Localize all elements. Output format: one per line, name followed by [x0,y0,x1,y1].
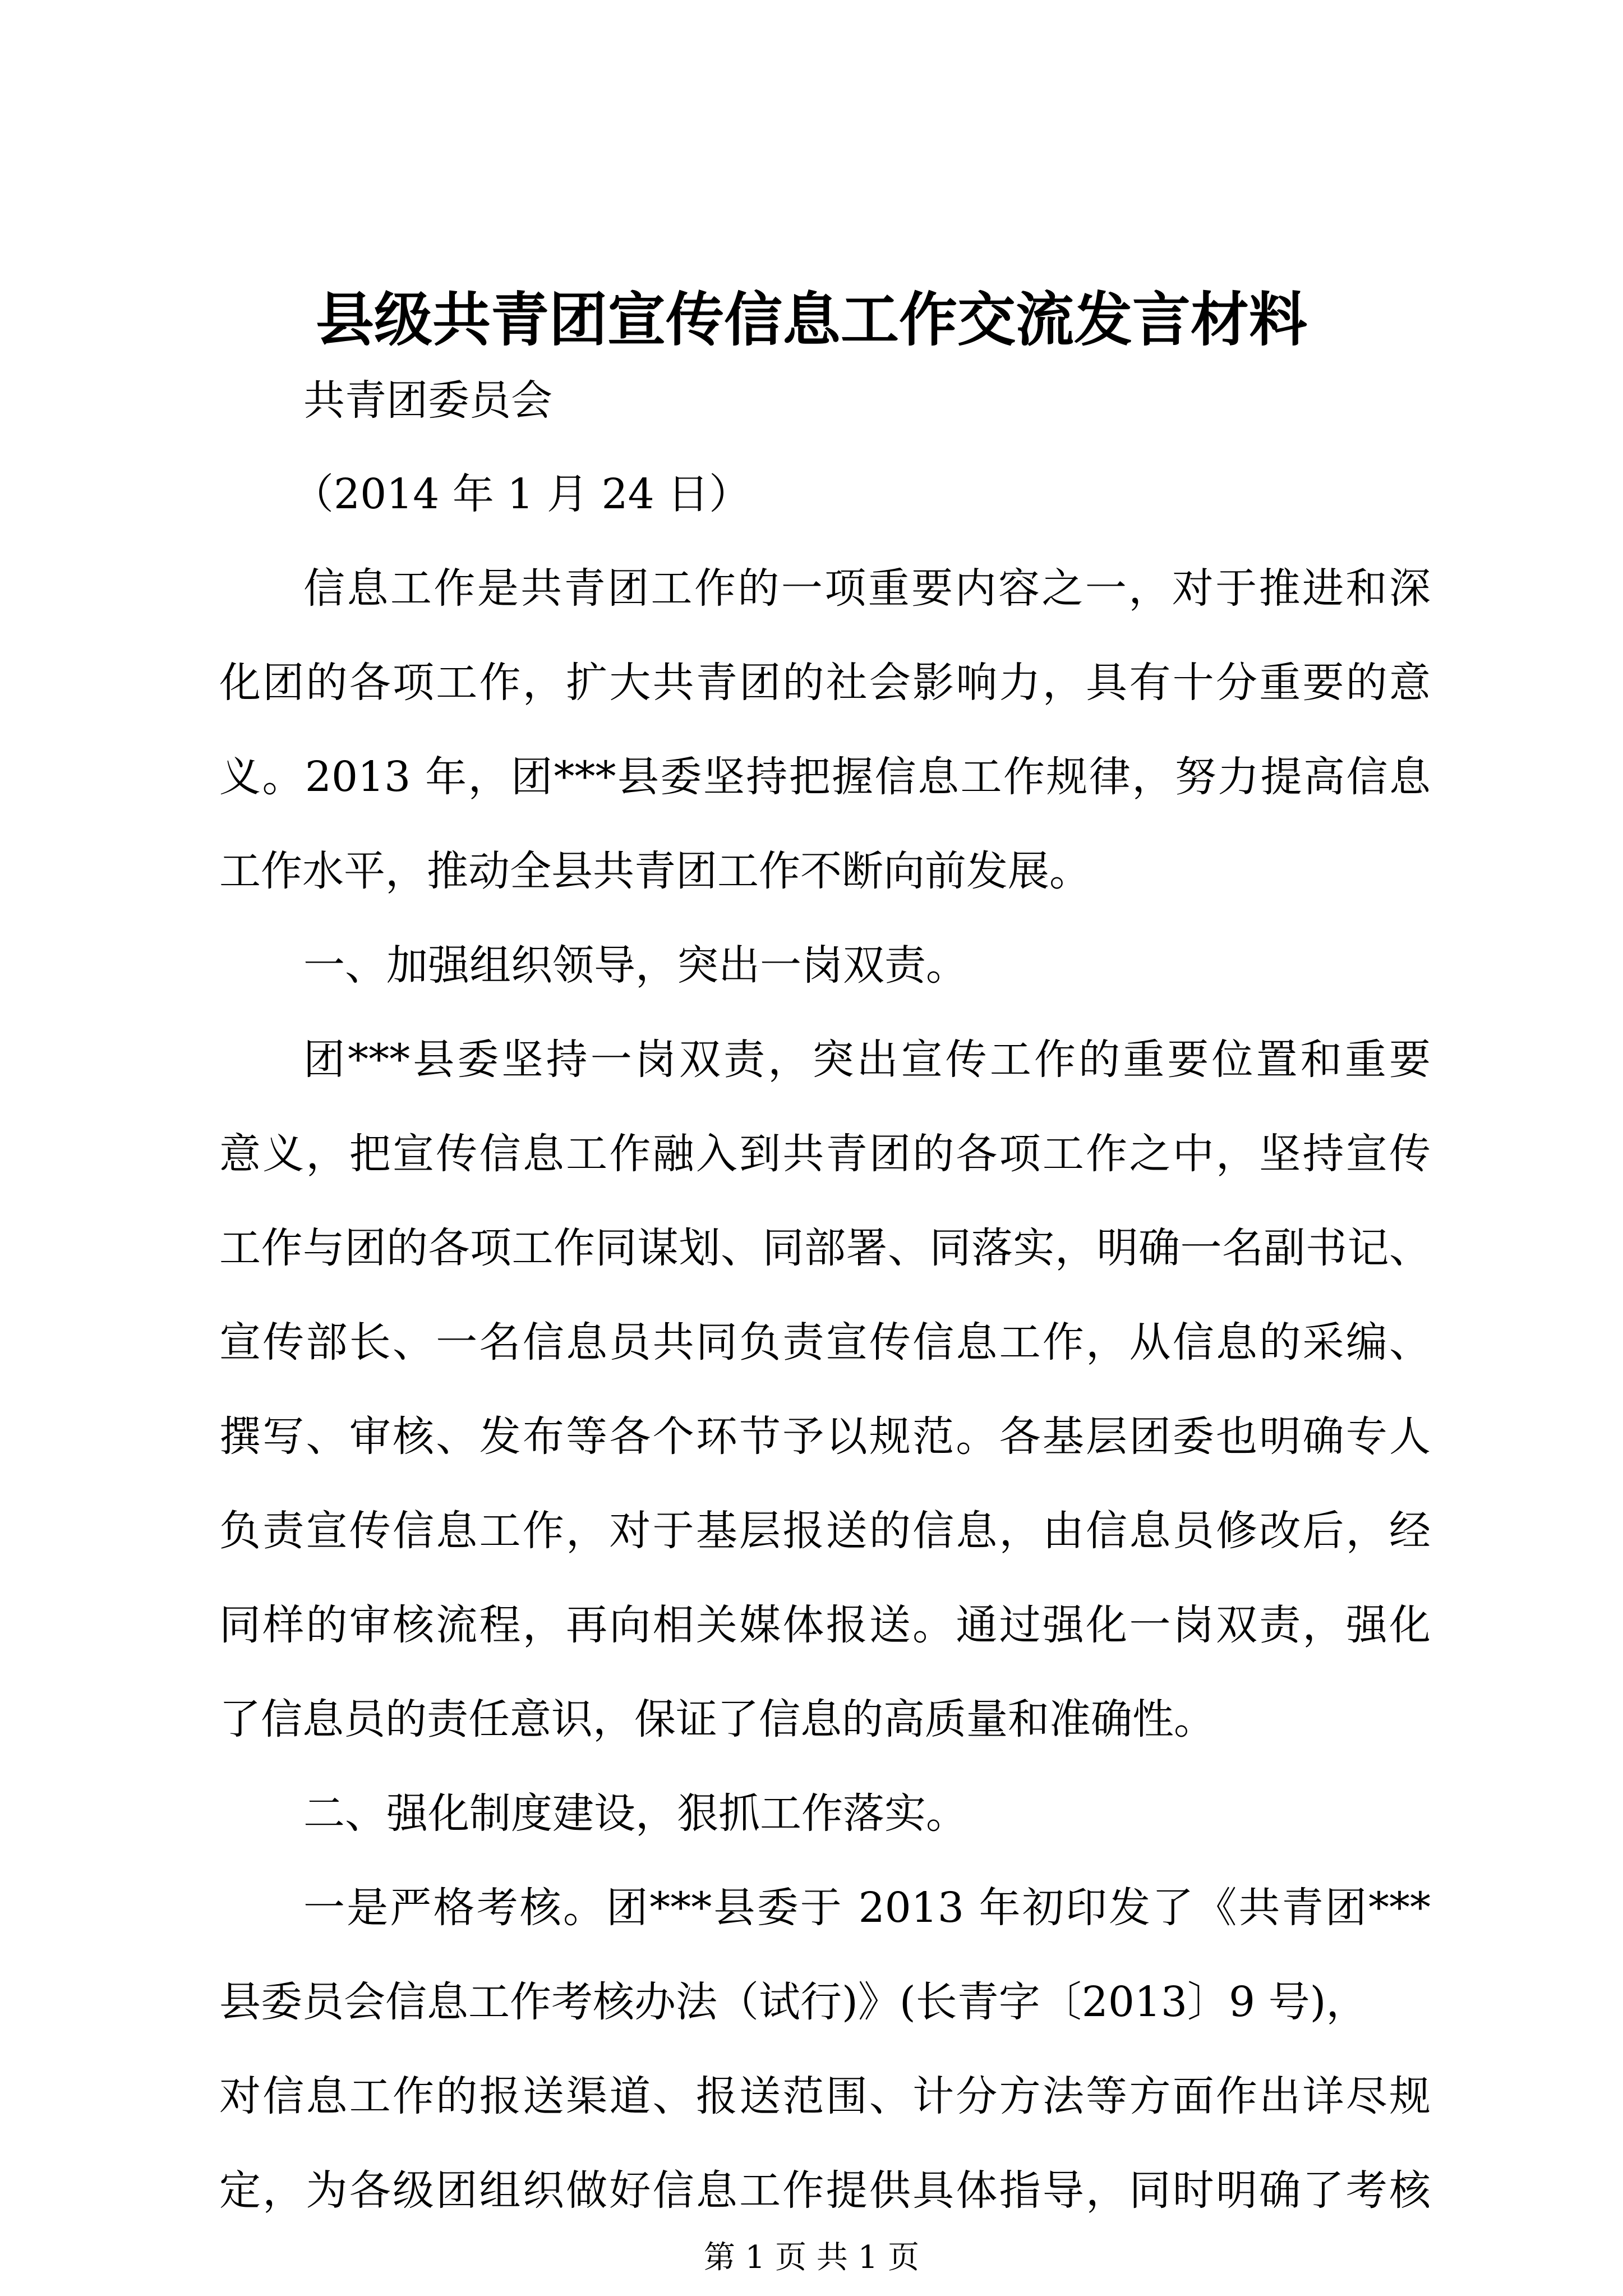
section-heading: 二、强化制度建设，狠抓工作落实。 [303,1789,967,1838]
paragraph-line: 宣传部长、一名信息员共同负责宣传信息工作，从信息的采编、 [219,1318,1431,1366]
paragraph-line: 负责宣传信息工作，对于基层报送的信息，由信息员修改后，经 [219,1507,1431,1555]
paragraph-line: 信息工作是共青团工作的一项重要内容之一，对于推进和深 [303,564,1431,613]
paragraph-line: 定，为各级团组织做好信息工作提供具体指导，同时明确了考核 [219,2166,1431,2215]
document-title: 县级共青团宣传信息工作交流发言材料 [315,285,1307,354]
date-line: （2014 年 1 月 24 日） [292,470,751,518]
paragraph-line: 工作水平，推动全县共青团工作不断向前发展。 [219,847,1091,895]
paragraph-line: 撰写、审核、发布等各个环节予以规范。各基层团委也明确专人 [219,1412,1431,1461]
paragraph-line: 同样的审核流程，再向相关媒体报送。通过强化一岗双责，强化 [219,1601,1431,1649]
section-heading: 一、加强组织领导，突出一岗双责。 [303,941,967,990]
paragraph-line: 化团的各项工作，扩大共青团的社会影响力，具有十分重要的意 [219,659,1431,707]
author-line: 共青团委员会 [303,376,552,425]
paragraph-line: 工作与团的各项工作同谋划、同部署、同落实，明确一名副书记、 [219,1224,1431,1272]
paragraph-line: 了信息员的责任意识，保证了信息的高质量和准确性。 [219,1695,1215,1743]
paragraph-line: 县委员会信息工作考核办法（试行)》(长青字〔2013〕9 号)， [219,1978,1368,2026]
paragraph-line: 义。2013 年，团***县委坚持把握信息工作规律，努力提高信息 [219,753,1431,801]
paragraph-line: 意义，把宣传信息工作融入到共青团的各项工作之中，坚持宣传 [219,1130,1431,1178]
paragraph-line: 团***县委坚持一岗双责，突出宣传工作的重要位置和重要 [303,1036,1431,1084]
page-footer: 第 1 页 共 1 页 [703,2239,920,2276]
paragraph-line: 一是严格考核。团***县委于 2013 年初印发了《共青团*** [303,1884,1431,1932]
paragraph-line: 对信息工作的报送渠道、报送范围、计分方法等方面作出详尽规 [219,2072,1431,2120]
